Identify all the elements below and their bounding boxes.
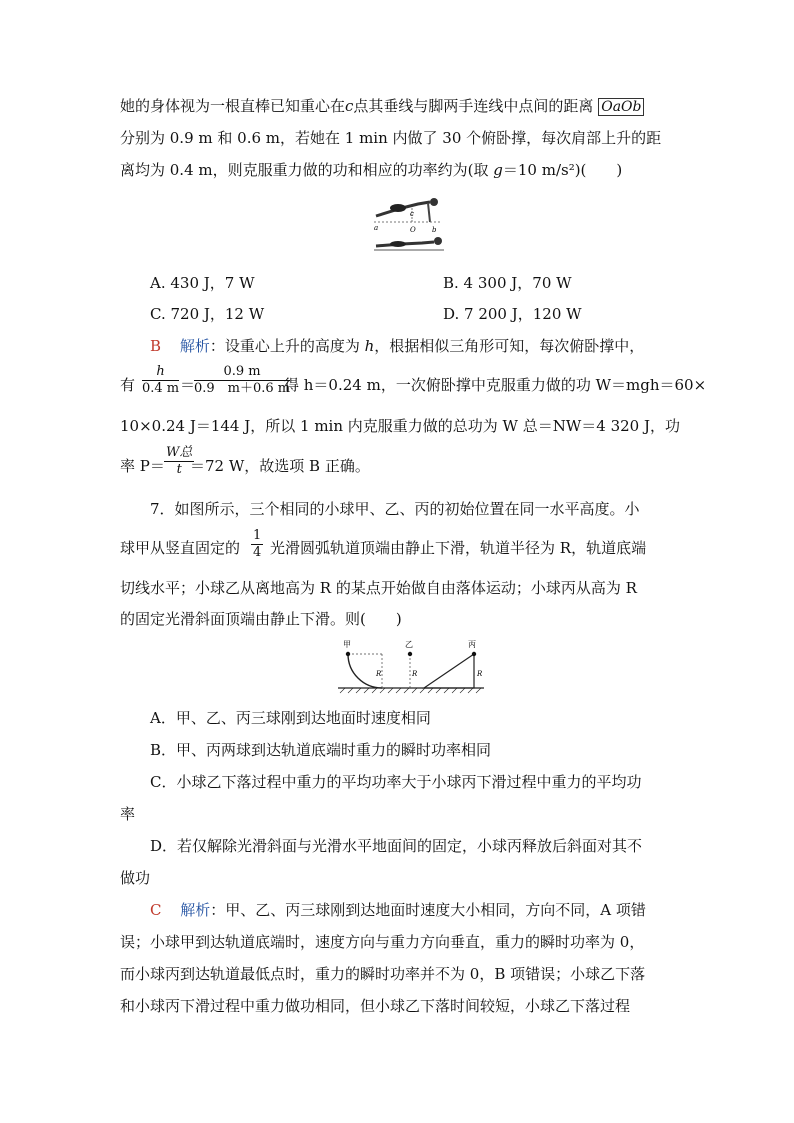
numerator: h	[142, 364, 179, 381]
arm-upper	[428, 203, 430, 222]
label-bing: 丙	[468, 640, 476, 649]
q6-answer-pre: 有	[120, 376, 136, 394]
hip-lower	[390, 241, 406, 247]
hip-upper	[390, 204, 406, 212]
text: g	[493, 161, 503, 179]
q7-option-b: B．甲、丙两球到达轨道底端时重力的瞬时功率相同	[150, 741, 492, 759]
q6-stem-line1	[120, 96, 644, 117]
label-a: a	[374, 224, 379, 232]
ground-hatch	[340, 688, 481, 693]
q7-stem-line3: 切线水平；小球乙从离地高为 R 的某点开始做自由落体运动；小球丙从高为 R	[120, 579, 637, 597]
numerator: 1	[253, 528, 262, 543]
q6-stem-line3	[120, 160, 622, 180]
ball-yi	[408, 652, 412, 656]
q6-stem-line2: 分别为 0.9 m 和 0.6 m，若她在 1 min 内做了 30 个俯卧撑，每次肩部上升的距	[120, 129, 662, 147]
text: 她的身体视为一根直棒已知重心在	[120, 97, 346, 115]
numerator: 0.9 m	[194, 364, 290, 381]
q6-answer-line4: ＝72 W，故选项 B 正确。	[190, 457, 370, 475]
head-upper	[430, 198, 438, 206]
text: h	[364, 337, 375, 355]
q7-stem-line4: 的固定光滑斜面顶端由静止下滑。则( )	[120, 610, 402, 628]
ball-bing	[472, 652, 476, 656]
q7-answer-line2: 误；小球甲到达轨道底端时，速度方向与重力方向垂直，重力的瞬时功率为 0，	[120, 933, 645, 951]
label-r3: R	[477, 670, 483, 678]
q7-option-a: A．甲、乙、丙三球刚到达地面时速度相同	[150, 709, 431, 727]
label-o: O	[410, 226, 416, 234]
boxed-formula: OaOb	[598, 98, 644, 116]
q7-option-d-line2: 做功	[120, 869, 151, 887]
analysis-label: 解析	[179, 337, 210, 355]
text: ，根据相似三角形可知，每次俯卧撑中，	[374, 337, 645, 355]
denominator: 0.4 m	[142, 381, 180, 396]
label-b: b	[432, 226, 437, 234]
incline	[424, 654, 474, 688]
q7-answer-line3: 而小球丙到达轨道最低点时，重力的瞬时功率并不为 0，B 项错误；小球乙下落	[120, 965, 646, 983]
text: ：设重心上升的高度为	[209, 337, 365, 355]
text: ＝10 m/s²)( )	[502, 161, 623, 179]
label-r2: R	[412, 670, 418, 678]
q6-option-d: D. 7 200 J，120 W	[443, 305, 582, 323]
q6-answer-line2: 得 h＝0.24 m，一次俯卧撑中克服重力做的功 W＝mgh＝60×	[284, 376, 707, 394]
q6-option-a: A. 430 J，7 W	[150, 274, 255, 292]
label-r1: R	[376, 670, 382, 678]
q6-answer-line3: 10×0.24 J＝144 J，所以 1 min 内克服重力做的总功为 W 总＝NW＝4 320 J，功	[120, 417, 680, 435]
answer-letter: C	[150, 901, 162, 919]
q6-option-b: B. 4 300 J，70 W	[443, 274, 572, 292]
text: ：甲、乙、丙三球刚到达地面时速度大小相同，方向不同，A 项错	[210, 901, 646, 919]
denominator: t	[176, 462, 182, 477]
q7-answer-line1	[150, 900, 646, 920]
fraction-ratio	[194, 364, 290, 397]
q6-answer-line1	[150, 336, 644, 356]
denominator: 0.9 m＋0.6 m	[194, 381, 291, 396]
q7-answer-line4: 和小球丙下滑过程中重力做功相同，但小球乙下落时间较短，小球乙下落过程	[120, 997, 631, 1015]
three-balls-figure	[338, 638, 488, 696]
label-yi: 乙	[405, 640, 413, 649]
q7-option-d-line1: D．若仅解除光滑斜面与光滑水平地面间的固定，小球丙释放后斜面对其不	[150, 837, 643, 855]
label-c: c	[410, 210, 414, 218]
q6-answer-pre4: 率 P＝	[120, 457, 165, 475]
denominator: 4	[253, 545, 262, 560]
q7-stem-line2a: 球甲从竖直固定的	[120, 539, 241, 557]
equals-sign: ＝	[180, 376, 196, 394]
q7-stem-line2b: 光滑圆弧轨道顶端由静止下滑，轨道半径为 R，轨道底端	[270, 539, 647, 557]
q6-option-c: C. 720 J，12 W	[150, 305, 265, 323]
fraction-quarter	[251, 528, 263, 561]
label-jia: 甲	[343, 640, 351, 649]
fraction-h	[142, 364, 179, 397]
text: 点其垂线与脚两手连线中点间的距离	[353, 97, 594, 115]
numerator: W总	[166, 445, 193, 460]
analysis-label: 解析	[180, 901, 211, 919]
head-lower	[434, 237, 442, 245]
q7-option-c-line2: 率	[120, 805, 136, 823]
text: c	[345, 97, 354, 115]
ball-jia	[346, 652, 350, 656]
q7-stem-line1: 7．如图所示，三个相同的小球甲、乙、丙的初始位置在同一水平高度。小	[150, 500, 640, 518]
text: 离均为 0.4 m，则克服重力做的功和相应的功率约为(取	[120, 161, 494, 179]
answer-letter: B	[150, 337, 162, 355]
q7-option-c-line1: C．小球乙下落过程中重力的平均功率大于小球丙下滑过程中重力的平均功	[150, 773, 642, 791]
pushup-figure-image	[372, 194, 452, 266]
